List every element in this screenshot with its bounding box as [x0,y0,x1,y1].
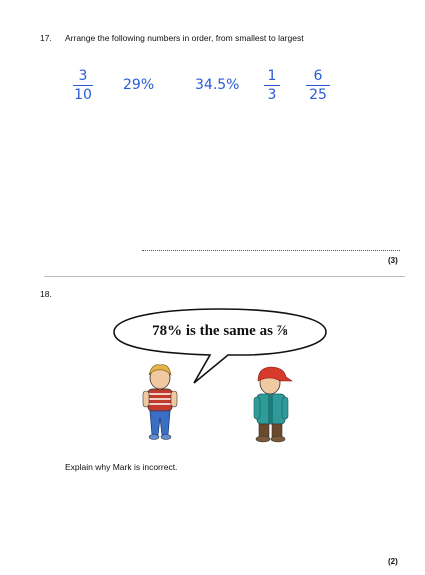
percent-34-5: 34.5% [195,77,240,93]
fraction-denominator: 25 [309,87,327,104]
speech-bubble [114,309,326,383]
q18-prompt: Explain why Mark is incorrect. [65,462,178,472]
fraction-1-3 [264,68,280,103]
q17-prompt: Arrange the following numbers in order, from smallest to largest [65,33,304,43]
fraction-6-25 [306,68,330,103]
fraction-bar [264,85,280,86]
mark-character [143,365,177,440]
q17-number: 17. [40,33,52,43]
fraction-denominator: 3 [267,87,277,104]
answer-line[interactable] [142,250,400,251]
section-divider [44,276,405,277]
q18-number: 18. [40,289,52,299]
fraction-numerator: 1 [267,68,277,84]
q18-marks: (2) [388,557,398,566]
percent-29: 29% [123,77,155,93]
fraction-denominator: 10 [74,87,92,104]
fraction-numerator: 6 [313,68,323,84]
fraction-3-10 [73,68,93,103]
second-character [254,367,292,442]
fraction-bar [306,85,330,86]
speech-bubble-text: 78% is the same as ⅞ [152,323,288,339]
q17-marks: (3) [388,256,398,265]
fraction-bar [73,85,93,86]
cartoon-illustration [108,303,332,448]
fraction-numerator: 3 [78,68,88,84]
